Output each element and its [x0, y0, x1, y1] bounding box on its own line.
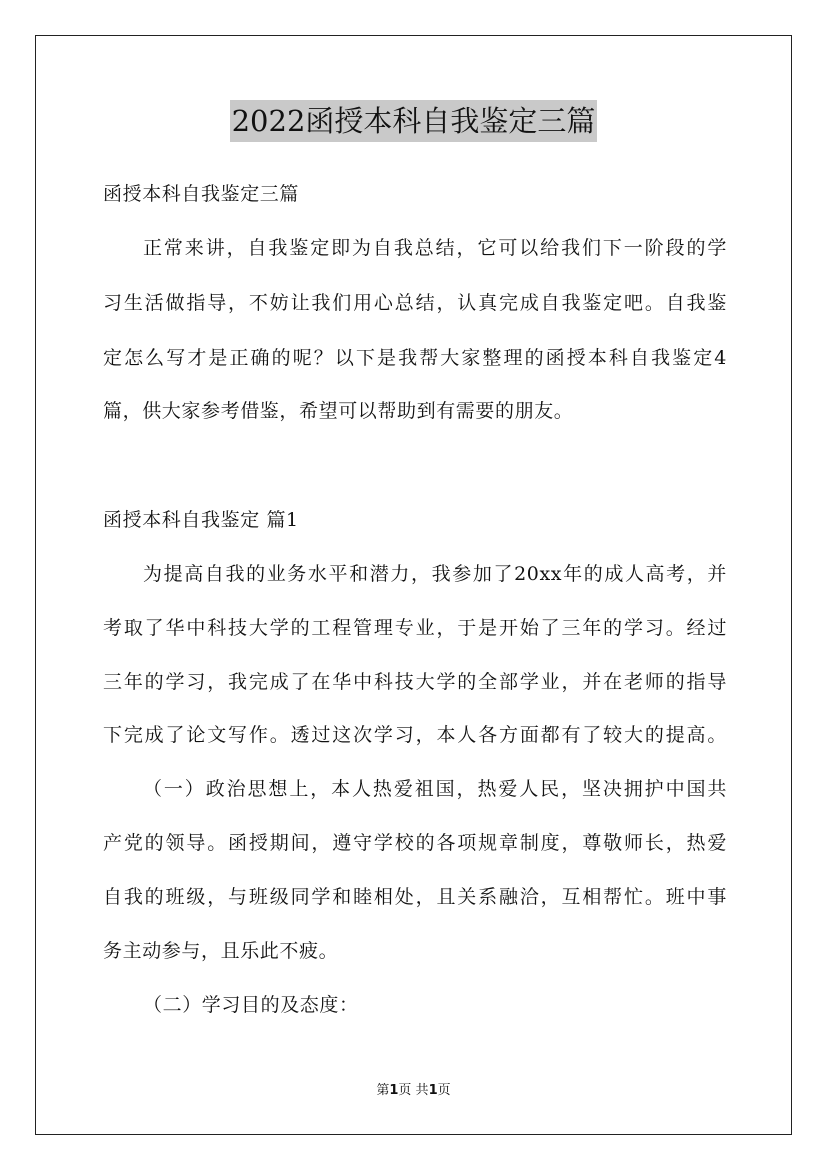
intro-line: 篇，供大家参考借鉴，希望可以帮助到有需要的朋友。	[103, 400, 574, 422]
footer-page-current: 1	[389, 1083, 399, 1098]
intro-line: 习生活做指导，不妨让我们用心总结，认真完成自我鉴定吧。自我鉴	[103, 292, 727, 314]
para2-line: 务主动参与，且乐此不疲。	[103, 940, 339, 962]
footer-page-prefix: 第	[376, 1083, 390, 1098]
document-subtitle: 函授本科自我鉴定三篇	[103, 183, 300, 205]
para1-line: 为提高自我的业务水平和潜力，我参加了20xx年的成人高考，并	[143, 563, 727, 585]
footer-page-mid: 页 共	[398, 1083, 429, 1098]
para2-line: （一）政治思想上，本人热爱祖国，热爱人民，坚决拥护中国共	[143, 778, 727, 800]
para1-line: 考取了华中科技大学的工程管理专业，于是开始了三年的学习。经过	[103, 617, 727, 639]
para1-line: 下完成了论文写作。透过这次学习，本人各方面都有了较大的提高。	[103, 724, 727, 746]
intro-line: 定怎么写才是正确的呢？以下是我帮大家整理的函授本科自我鉴定4	[103, 347, 727, 369]
document-title: 2022函授本科自我鉴定三篇	[230, 100, 598, 142]
footer-page-suffix: 页	[437, 1083, 451, 1098]
title-container	[0, 100, 827, 142]
para1-line: 三年的学习，我完成了在华中科技大学的全部学业，并在老师的指导	[103, 671, 727, 693]
para2-line: 产党的领导。函授期间，遵守学校的各项规章制度，尊敬师长，热爱	[103, 832, 727, 854]
intro-line: 正常来讲，自我鉴定即为自我总结，它可以给我们下一阶段的学	[143, 237, 727, 259]
page-footer	[0, 1082, 827, 1100]
para2-line: 自我的班级，与班级同学和睦相处，且关系融洽，互相帮忙。班中事	[103, 886, 727, 908]
section-heading: 函授本科自我鉴定 篇1	[103, 509, 299, 531]
para3-line: （二）学习目的及态度：	[143, 994, 359, 1016]
footer-page-total: 1	[428, 1083, 438, 1098]
